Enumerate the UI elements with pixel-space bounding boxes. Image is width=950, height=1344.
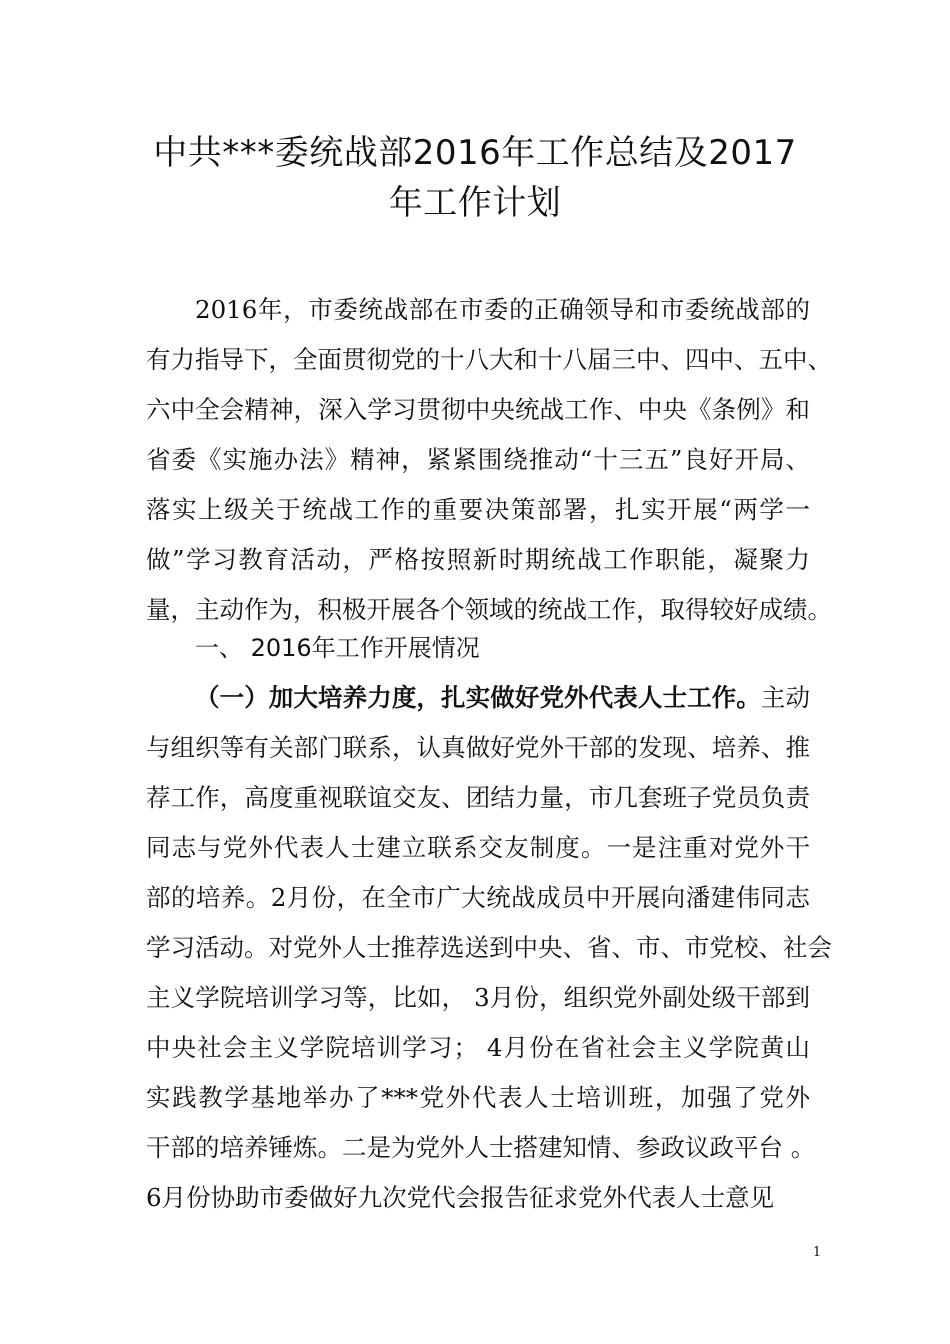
intro-line-1: 2016年，市委统战部在市委的正确领导和市委统战部的 [195,295,810,324]
subsection-1-line-2: 与组织等有关部门联系，认真做好党外干部的发现、培养、推 [146,733,810,762]
subsection-1-line-9: 实践教学基地举办了***党外代表人士培训班，加强了党外 [146,1083,810,1112]
intro-line-7: 量，主动作为，积极开展各个领域的统战工作，取得较好成绩。 [146,595,832,624]
document-title-line-2: 年工作计划 [388,183,562,223]
subsection-1-line-5: 部的培养。2月份，在全市广大统战成员中开展向潘建伟同志 [146,883,810,912]
intro-line-5: 落实上级关于统战工作的重要决策部署，扎实开展“两学一 [146,495,810,524]
subsection-1-line-10: 干部的培养锤炼。二是为党外人士搭建知情、参政议政平台 。 [146,1133,816,1162]
subsection-1-line-7: 主义学院培训学习等，比如， 3月份，组织党外副处级干部到 [146,983,810,1012]
document-title-line-1: 中共***委统战部2016年工作总结及2017 [153,133,797,173]
subsection-1-line-4: 同志与党外代表人士建立联系交友制度。一是注重对党外干 [146,833,810,862]
subsection-1-heading: （一）加大培养力度，扎实做好党外代表人士工作。 [195,683,761,712]
subsection-1-line-3: 荐工作，高度重视联谊交友、团结力量，市几套班子党员负责 [146,783,810,812]
intro-line-4: 省委《实施办法》精神，紧紧围绕推动“十三五”良好开局、 [146,445,810,474]
subsection-1-line-8: 中央社会主义学院培训学习； 4月份在省社会主义学院黄山 [146,1033,810,1062]
subsection-1-line-11: 6月份协助市委做好九次党代会报告征求党外代表人士意见 [146,1183,775,1212]
subsection-1-first-line [195,673,810,723]
intro-line-6: 做”学习教育活动，严格按照新时期统战工作职能，凝聚力 [146,545,810,574]
intro-line-3: 六中全会精神，深入学习贯彻中央统战工作、中央《条例》和 [146,395,810,424]
subsection-1-lead-text: 主动 [760,683,811,712]
section-heading-1: 一、 2016年工作开展情况 [195,634,480,662]
intro-line-2: 有力指导下，全面贯彻党的十八大和十八届三中、四中、五中、 [146,345,832,374]
subsection-1-line-6: 学习活动。对党外人士推荐选送到中央、省、市、市党校、社会 [146,933,832,962]
page-number: 1 [812,1245,822,1260]
